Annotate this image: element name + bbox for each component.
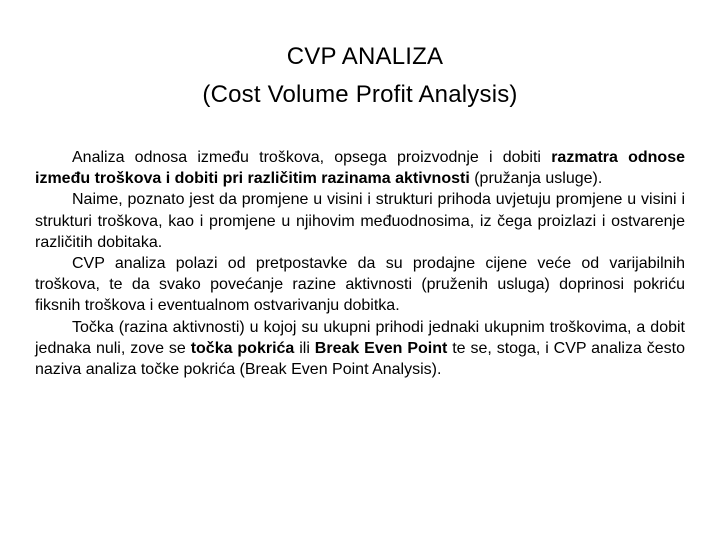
- paragraph-assumption: CVP analiza polazi od pretpostavke da su prodajne cijene veće od varijabilnih troškova, te da svako povećanje razine aktivnosti (pruženih usluga) doprinosi pokriću fiksnih troškova i eventualnom ostvarivanju dobitka.: [35, 255, 685, 315]
- paragraph-4-bold-break-even-point: Break Even Point: [314, 339, 448, 357]
- paragraph-1-bold-phrase: razmatra odnose između troškova i dobiti pri različitim razinama aktivnosti: [35, 149, 685, 188]
- paragraph-break-even: [35, 317, 685, 381]
- paragraph-1-text-c: (pružanja usluge).: [469, 170, 603, 188]
- paragraph-4-text-a: Točka (razina aktivnosti) u kojoj su ukupni prihodi jednaki ukupnim troškovima, a dobit jednaka nuli, zove se: [35, 318, 685, 357]
- paragraph-4-bold-tocka-pokrica: točka pokrića: [190, 339, 295, 357]
- body-text: [35, 147, 685, 380]
- title-line-subtitle: (Cost Volume Profit Analysis): [202, 81, 518, 108]
- paragraph-4-text-c: ili: [294, 339, 315, 357]
- title-line-main: CVP ANALIZA: [286, 43, 444, 70]
- paragraph-explanation: Naime, poznato jest da promjene u visini i strukturi prihoda uvjetuju promjene u visini i strukturi troškova, kao i promjene u njihovim međuodnosima, iz čega proizlazi i ostvarenje različitih dobitaka.: [35, 191, 685, 251]
- paragraph-definition: [35, 147, 685, 189]
- slide-title: [0, 38, 720, 114]
- paragraph-1-text-a: Analiza odnosa između troškova, opsega proizvodnje i dobiti: [72, 149, 552, 166]
- paragraph-4-text-e: te se, stoga, i CVP analiza često naziva analiza točke pokrića (Break Even Point Analysis).: [35, 339, 686, 379]
